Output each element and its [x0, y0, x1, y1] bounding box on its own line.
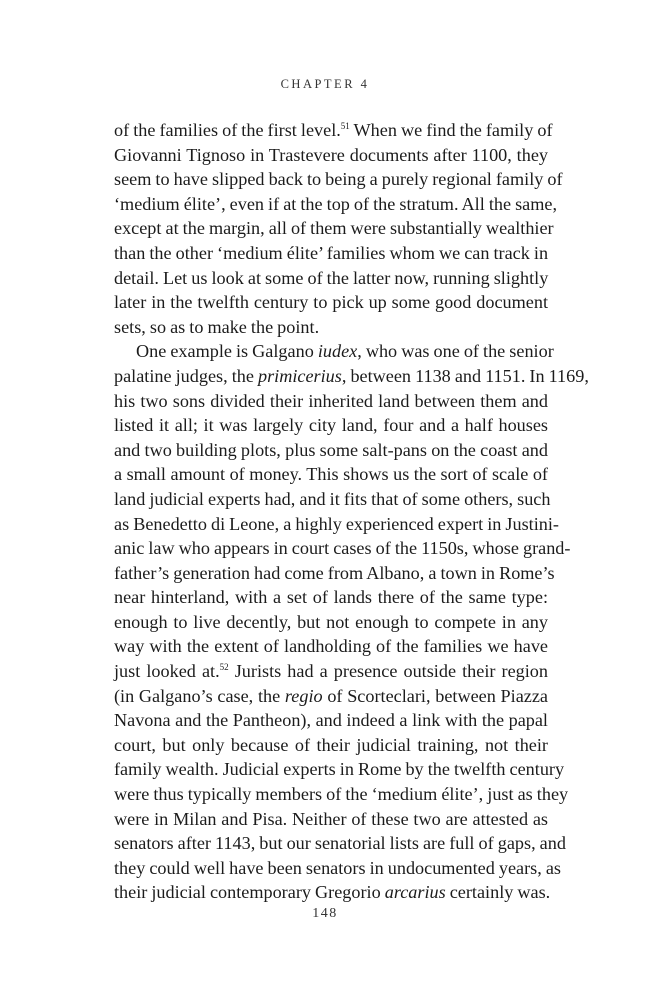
- text-segment: his two sons divided their inherited land between them and: [114, 390, 548, 411]
- italic-term: regio: [284, 685, 323, 706]
- text-line: [114, 684, 548, 709]
- text-segment: sets, so as to make the point.: [114, 316, 320, 337]
- text-segment: One example is Galgano: [136, 341, 318, 362]
- text-segment: detail. Let us look at some of the latter now, running slightly: [114, 267, 549, 288]
- footnote-reference: 51: [340, 121, 350, 131]
- italic-term: primicerius: [257, 365, 342, 386]
- text-line: [114, 512, 559, 537]
- text-segment: way with the extent of landholding of the families we have: [114, 636, 548, 657]
- text-segment: Jurists had a presence outside their region: [228, 661, 548, 682]
- text-segment: their judicial contemporary Gregorio: [114, 882, 385, 903]
- text-line: [114, 757, 565, 782]
- text-line: [114, 708, 548, 733]
- text-line: [114, 339, 554, 364]
- text-line: [114, 290, 548, 315]
- text-segment: ‘medium élite’, even if at the top of the stratum. All the same,: [114, 193, 558, 214]
- text-line: [114, 389, 548, 414]
- text-segment: court, but only because of their judicial training, not their: [114, 734, 548, 755]
- text-segment: were thus typically members of the ‘medium élite’, just as they: [114, 784, 569, 805]
- text-segment: When we find the family of: [349, 120, 553, 140]
- italic-term: arcarius: [384, 882, 446, 903]
- text-segment: than the other ‘medium élite’ families whom we can track in: [114, 242, 549, 263]
- running-head: CHAPTER 4: [280, 77, 370, 91]
- text-segment: , between 1138 and 1151. In 1169,: [341, 365, 589, 386]
- text-line: [114, 315, 548, 340]
- text-line: [114, 610, 548, 635]
- text-line: [114, 659, 548, 684]
- text-line: [114, 192, 558, 217]
- text-line: [114, 167, 563, 192]
- text-line: [114, 536, 571, 561]
- page-number: 148: [312, 906, 338, 921]
- text-line: [114, 216, 554, 241]
- text-line: [114, 143, 548, 168]
- text-segment: (in Galgano’s case, the: [114, 685, 285, 706]
- text-line: [114, 413, 548, 438]
- text-segment: of Scorteclari, between Piazza: [322, 685, 548, 706]
- text-line: [114, 733, 548, 758]
- text-line: [114, 782, 569, 807]
- text-segment: land judicial experts had, and it fits that of some others, such: [114, 488, 551, 509]
- text-segment: palatine judges, the: [114, 365, 258, 386]
- text-segment: near hinterland, with a set of lands there of the same type:: [114, 587, 548, 608]
- text-segment: Giovanni Tignoso in Trastevere documents after 1100, they: [114, 144, 548, 165]
- text-segment: seem to have slipped back to being a purely regional family of: [114, 169, 563, 190]
- text-line: [114, 487, 551, 512]
- body-text: [114, 118, 589, 905]
- text-segment: they could well have been senators in undocumented years, as: [114, 857, 562, 878]
- text-segment: except at the margin, all of them were substantially wealthier: [114, 218, 554, 239]
- text-line: [114, 807, 548, 832]
- text-segment: of the families of the first level.: [114, 120, 341, 140]
- text-segment: family wealth. Judicial experts in Rome by the twelfth century: [114, 759, 565, 780]
- italic-term: iudex: [317, 341, 358, 362]
- footnote-reference: 52: [219, 662, 229, 673]
- text-line: [114, 241, 548, 266]
- text-segment: enough to live decently, but not enough to compete in any: [114, 611, 548, 632]
- text-line: [114, 856, 562, 881]
- text-segment: later in the twelfth century to pick up some good document: [114, 292, 548, 313]
- text-segment: Navona and the Pantheon), and indeed a link with the papal: [114, 710, 548, 731]
- text-line: [114, 462, 548, 487]
- text-segment: were in Milan and Pisa. Neither of these two are attested as: [114, 808, 548, 829]
- text-segment: anic law who appears in court cases of the 1150s, whose grand-: [114, 538, 571, 559]
- text-line: [114, 364, 589, 389]
- text-line: [114, 880, 551, 905]
- text-line: [114, 438, 548, 463]
- text-segment: just looked at.: [114, 661, 220, 682]
- text-line: [114, 561, 555, 586]
- text-line: [114, 831, 566, 856]
- text-line: [114, 634, 548, 659]
- text-segment: father’s generation had come from Albano, a town in Rome’s: [114, 562, 555, 583]
- text-line: [114, 118, 553, 143]
- text-line: [114, 585, 548, 610]
- text-line: [114, 266, 548, 291]
- text-segment: , who was one of the senior: [357, 341, 554, 362]
- text-segment: certainly was.: [445, 882, 551, 903]
- text-segment: senators after 1143, but our senatorial lists are full of gaps, and: [114, 833, 566, 854]
- text-segment: a small amount of money. This shows us the sort of scale of: [114, 464, 548, 485]
- text-segment: as Benedetto di Leone, a highly experienced expert in Justini-: [114, 513, 559, 534]
- text-segment: listed it all; it was largely city land, four and a half houses: [114, 415, 548, 436]
- text-segment: and two building plots, plus some salt-pans on the coast and: [114, 439, 548, 460]
